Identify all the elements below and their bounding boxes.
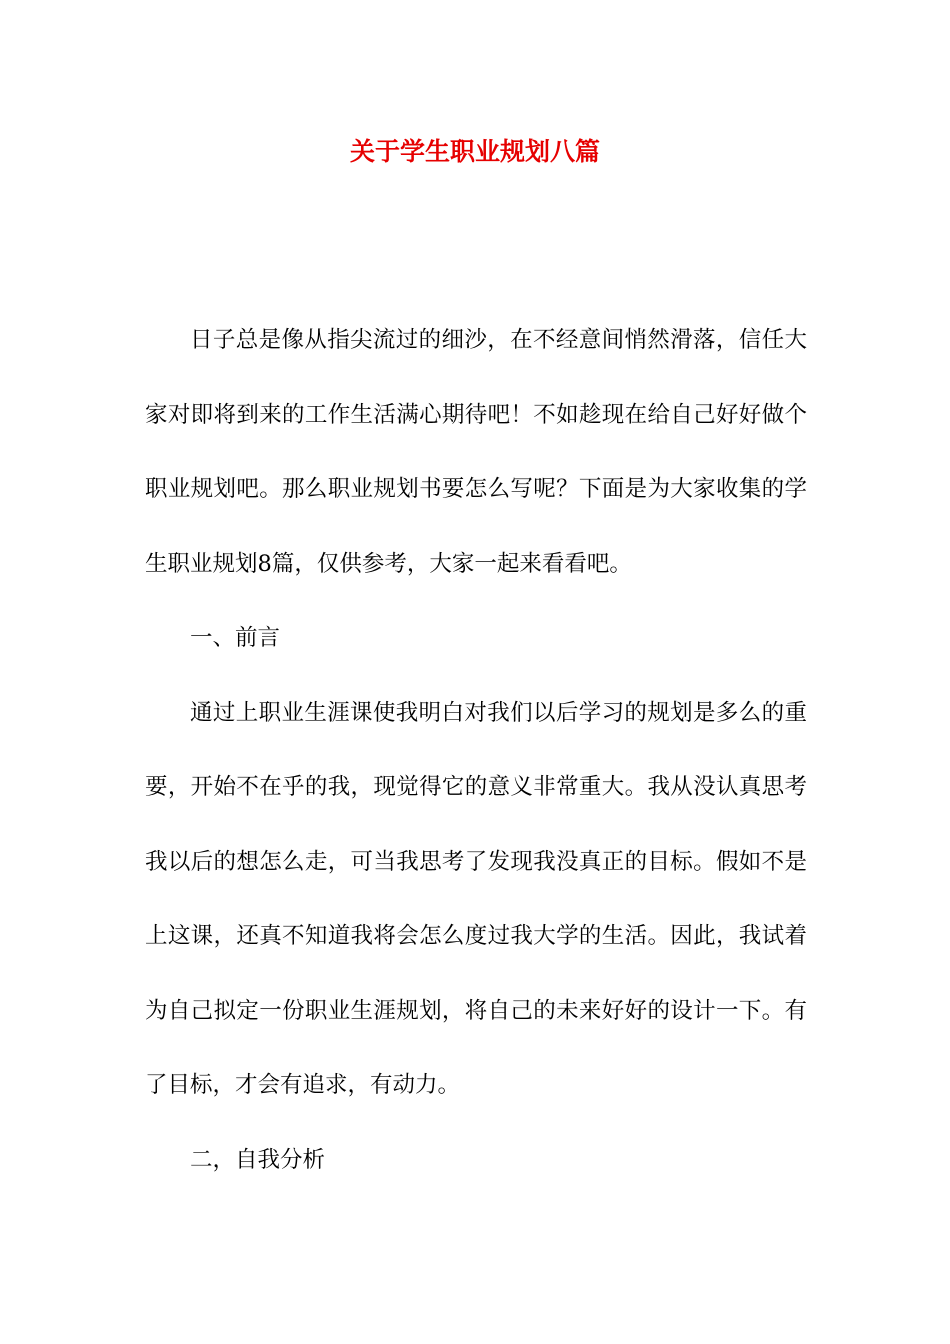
intro-paragraph: 日子总是像从指尖流过的细沙，在不经意间悄然滑落，信任大家对即将到来的工作生活满心期待吧！不如趁现在给自己好好做个职业规划吧。那么职业规划书要怎么写呢？下面是为大家收集的学生职业规划8篇，仅供参考，大家一起来看看吧。 — [145, 327, 807, 577]
section-heading-self-analysis: 二，自我分析 — [190, 1146, 326, 1173]
document-body — [145, 303, 807, 1197]
preface-paragraph: 通过上职业生涯课使我明白对我们以后学习的规划是多么的重要，开始不在乎的我，现觉得它的意义非常重大。我从没认真思考我以后的想怎么走，可当我思考了发现我没真正的目标。假如不是上这课，还真不知道我将会怎么度过我大学的生活。因此，我试着为自己拟定一份职业生涯规划，将自己的未来好好的设计一下。有了目标，才会有追求，有动力。 — [145, 699, 807, 1098]
document-title: 关于学生职业规划八篇 — [349, 137, 600, 166]
section-heading-preface: 一、前言 — [190, 625, 281, 651]
